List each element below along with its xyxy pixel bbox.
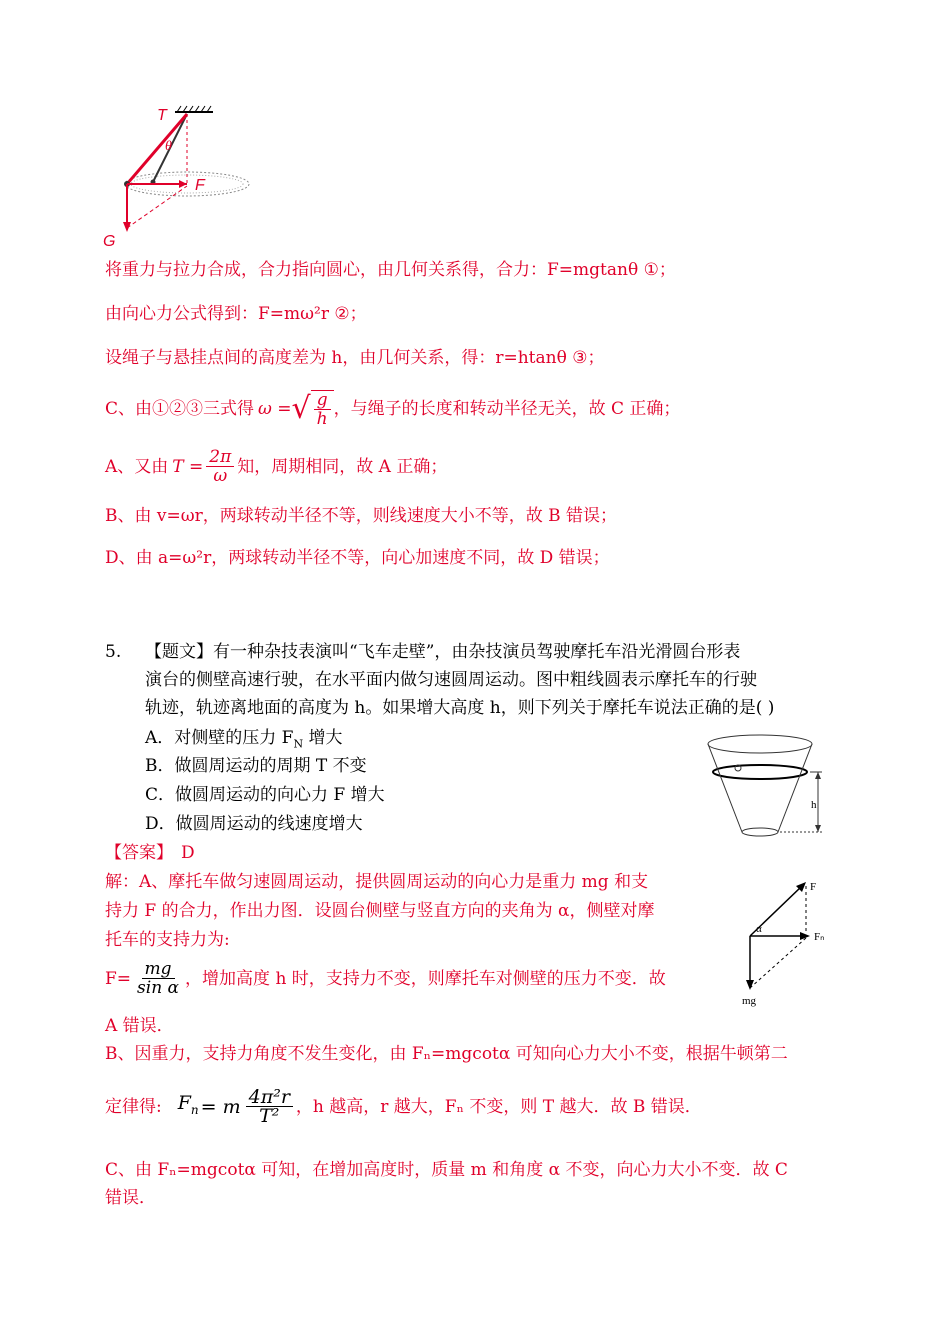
sqrt-fraction: √ $\frac{g}{h}$ bbox=[292, 390, 334, 428]
explanation-2: 持力 F 的合力，作出力图．设圆台侧壁与竖直方向的夹角为 α，侧壁对摩 bbox=[105, 901, 655, 921]
conical-pendulum-figure bbox=[95, 100, 335, 260]
option-c: C．做圆周运动的向心力 F 增大 bbox=[145, 785, 385, 805]
line5-prefix: A、又由 bbox=[105, 456, 169, 477]
solution1-line6: B、由 v=ωr，两球转动半径不等，则线速度大小不等，故 B 错误； bbox=[105, 506, 618, 526]
answer-line bbox=[105, 841, 195, 865]
explanation-9: 错误． bbox=[105, 1188, 156, 1208]
exp4-suffix: ，增加高度 h 时，支持力不变，则摩托车对侧壁的压力不变．故 bbox=[185, 968, 666, 989]
question-stem-3: 轨迹，轨迹离地面的高度为 h。如果增大高度 h，则下列关于摩托车说法正确的是( ) bbox=[145, 698, 775, 718]
explanation-6: B、因重力，支持力角度不发生变化，由 Fₙ=mgcotα 可知向心力大小不变，根据牛顿第二 bbox=[105, 1044, 788, 1064]
period-fraction bbox=[206, 448, 234, 485]
omega-eq: ω = bbox=[258, 399, 292, 419]
force-diagram bbox=[740, 876, 850, 1006]
solution1-line5 bbox=[105, 448, 447, 485]
explanation-4 bbox=[105, 960, 666, 997]
solution1-line1: 将重力与拉力合成，合力指向圆心，由几何关系得，合力：F=mgtanθ ①； bbox=[105, 260, 676, 280]
label-t: T bbox=[157, 107, 167, 124]
explanation-8: C、由 Fₙ=mgcotα 可知，在增加高度时，质量 m 和角度 α 不变，向心力大小不变．故 C bbox=[105, 1160, 788, 1180]
frustum-h-label: h bbox=[811, 799, 817, 811]
label-f: F bbox=[195, 177, 205, 194]
option-a: A．对侧壁的压力 $F_N$ 增大 bbox=[145, 728, 343, 751]
sqrt-den: h bbox=[316, 409, 328, 429]
force-f-label: F bbox=[810, 881, 817, 893]
exp7-eq: = m bbox=[200, 1095, 241, 1118]
question-number: 5. bbox=[105, 642, 122, 662]
period-num: 2π bbox=[206, 448, 234, 467]
solution1-line2: 由向心力公式得到：F=mω²r ②； bbox=[105, 304, 367, 324]
exp7-fn: $F_n$ bbox=[177, 1092, 199, 1117]
explanation-5: A 错误． bbox=[105, 1016, 174, 1036]
line5-suffix: 知，周期相同，故 A 正确； bbox=[237, 456, 448, 477]
answer-value: D bbox=[181, 843, 195, 863]
label-theta: θ bbox=[165, 139, 172, 154]
explanation-3: 托车的支持力为: bbox=[105, 930, 230, 950]
explanation-7 bbox=[105, 1088, 702, 1125]
question-stem-1: 【题文】有一种杂技表演叫“飞车走壁”，由杂技演员驾驶摩托车沿光滑圆台形表 bbox=[145, 642, 741, 662]
frustum-figure bbox=[700, 732, 840, 842]
explanation-1: 解：A、摩托车做匀速圆周运动，提供圆周运动的向心力是重力 mg 和支 bbox=[105, 872, 649, 892]
solution1-line3: 设绳子与悬挂点间的高度差为 h，由几何关系，得：r=htanθ ③； bbox=[105, 348, 605, 368]
newton-num: 4π²r bbox=[246, 1088, 293, 1107]
support-fraction bbox=[134, 960, 182, 997]
solution1-line4 bbox=[105, 390, 680, 428]
support-den: sin α bbox=[137, 978, 180, 998]
question-stem-2: 演台的侧壁高速行驶，在水平面内做匀速圆周运动。图中粗线圆表示摩托车的行驶 bbox=[145, 670, 757, 690]
sqrt-num: g bbox=[314, 391, 331, 410]
newton-den: T² bbox=[259, 1105, 280, 1127]
force-mg-label: mg bbox=[742, 995, 757, 1007]
option-b: B．做圆周运动的周期 T 不变 bbox=[145, 756, 367, 776]
t-eq: T = bbox=[172, 456, 204, 477]
answer-label: 【答案】 bbox=[105, 843, 173, 863]
exp7-suffix: ，h 越高，r 越大，Fₙ 不变，则 T 越大．故 B 错误． bbox=[295, 1096, 702, 1117]
force-fn-label: Fₙ bbox=[814, 931, 825, 943]
newton-fraction bbox=[246, 1088, 293, 1125]
option-d: D．做圆周运动的线速度增大 bbox=[145, 814, 363, 834]
line4-suffix: ，与绳子的长度和转动半径无关，故 C 正确； bbox=[333, 399, 681, 419]
solution1-line7: D、由 a=ω²r，两球转动半径不等，向心加速度不同，故 D 错误； bbox=[105, 548, 610, 568]
label-g: G bbox=[103, 233, 116, 250]
line4-prefix: C、由①②③三式得 bbox=[105, 399, 255, 419]
support-num: mg bbox=[142, 960, 175, 979]
exp7-prefix: 定律得: bbox=[105, 1096, 162, 1117]
exp4-prefix: F= bbox=[105, 968, 132, 989]
force-alpha-label: α bbox=[756, 923, 762, 935]
period-den: ω bbox=[213, 466, 228, 486]
